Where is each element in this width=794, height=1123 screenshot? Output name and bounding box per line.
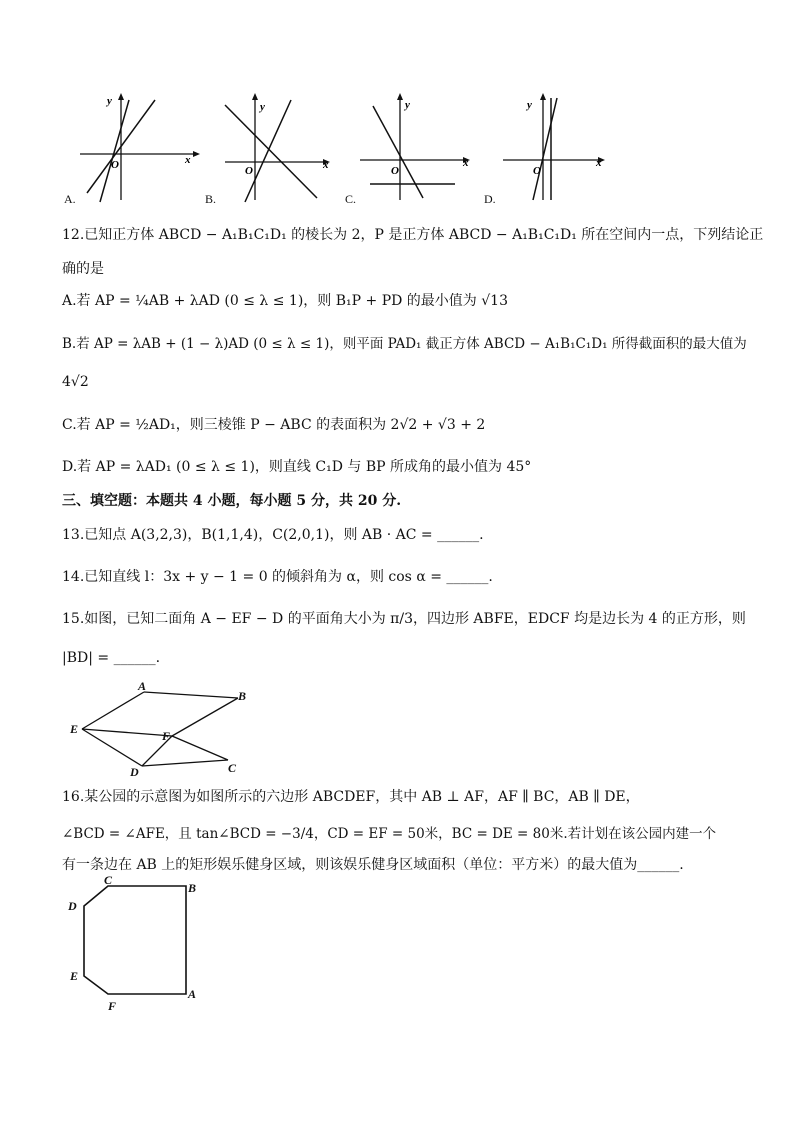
- q16-line3: 有一条边在 AB 上的矩形娱乐健身区域，则该娱乐健身区域面积（单位：平方米）的最大值为______.: [62, 857, 684, 873]
- graph-c: [360, 93, 470, 200]
- q11-option-a: A.: [64, 192, 76, 206]
- q13-text: 13.已知点 A(3,2,3)，B(1,1,4)，C(2,0,1)，则 AB · AC = ______.: [62, 527, 484, 543]
- q14-text: 14.已知直线 l：3x + y − 1 = 0 的倾斜角为 α，则 cos α = ______.: [62, 569, 493, 585]
- q11-graphs: [55, 88, 615, 208]
- q15-line1: 15.如图，已知二面角 A − EF − D 的平面角大小为 π/3，四边形 ABFE，EDCF 均是边长为 4 的正方形，则: [62, 611, 746, 627]
- q15-label-c: C: [228, 761, 237, 775]
- graph-c-origin: O: [391, 165, 399, 177]
- q15-line2: |BD| = ______.: [62, 650, 161, 666]
- q12-option-b-line1: B.若 AP = λAB + (1 − λ)AD (0 ≤ λ ≤ 1)，则平面 PAD₁ 截正方体 ABCD − A₁B₁C₁D₁ 所得截面积的最大值为: [62, 336, 747, 352]
- graph-a-x-label: x: [185, 154, 191, 166]
- graph-b-origin: O: [245, 165, 253, 177]
- q12-stem-line2: 确的是: [62, 261, 104, 277]
- q12-option-d: D.若 AP = λAD₁ (0 ≤ λ ≤ 1)，则直线 C₁D 与 BP 所成角的最小值为 45°: [62, 459, 532, 475]
- graph-d-y-label: y: [527, 99, 532, 111]
- q16-label-c: C: [104, 873, 113, 887]
- graph-b: [225, 93, 330, 202]
- graph-b-y-label: y: [260, 101, 265, 113]
- q11-option-d: D.: [484, 192, 496, 206]
- q11-option-b: B.: [205, 192, 217, 206]
- graph-d: [503, 93, 605, 200]
- q16-label-a: A: [188, 987, 197, 1001]
- graph-c-y-label: y: [405, 99, 410, 111]
- q16-line1: 16.某公园的示意图为如图所示的六边形 ABCDEF，其中 AB ⊥ AF，AF ∥ BC，AB ∥ DE，: [62, 789, 640, 805]
- q11-option-c: C.: [345, 192, 357, 206]
- q15-figure: [62, 680, 262, 780]
- q16-label-d: D: [68, 899, 77, 913]
- section-3-heading: 三、填空题：本题共 4 小题，每小题 5 分，共 20 分.: [62, 493, 402, 509]
- q15-label-d: D: [130, 765, 139, 779]
- graph-a-origin: O: [111, 159, 119, 171]
- q15-label-e: E: [70, 722, 79, 736]
- q15-label-a: A: [138, 680, 147, 693]
- graph-d-x-label: x: [596, 157, 602, 169]
- q12-option-c: C.若 AP = ½AD₁，则三棱锥 P − ABC 的表面积为 2√2 + √3 + 2: [62, 417, 486, 433]
- q16-line2: ∠BCD = ∠AFE，且 tan∠BCD = −3/4，CD = EF = 50米，BC = DE = 80米.若计划在该公园内建一个: [62, 826, 717, 842]
- q16-label-f: F: [108, 999, 117, 1013]
- graph-d-origin: O: [533, 165, 541, 177]
- q12-stem-line1: 12.已知正方体 ABCD − A₁B₁C₁D₁ 的棱长为 2，P 是正方体 ABCD − A₁B₁C₁D₁ 所在空间内一点，下列结论正: [62, 227, 764, 243]
- graph-a-y-label: y: [107, 95, 112, 107]
- graph-a: [80, 93, 200, 202]
- graph-c-x-label: x: [463, 157, 469, 169]
- graph-b-x-label: x: [323, 159, 329, 171]
- q12-option-b-line2: 4√2: [62, 374, 89, 390]
- q16-label-e: E: [70, 969, 79, 983]
- q12-option-a: A.若 AP = ¼AB + λAD (0 ≤ λ ≤ 1)，则 B₁P + PD 的最小值为 √13: [62, 293, 508, 309]
- q16-figure: [62, 872, 212, 1022]
- q15-label-f: F: [162, 729, 171, 743]
- q16-label-b: B: [188, 881, 197, 895]
- q15-label-b: B: [238, 689, 247, 703]
